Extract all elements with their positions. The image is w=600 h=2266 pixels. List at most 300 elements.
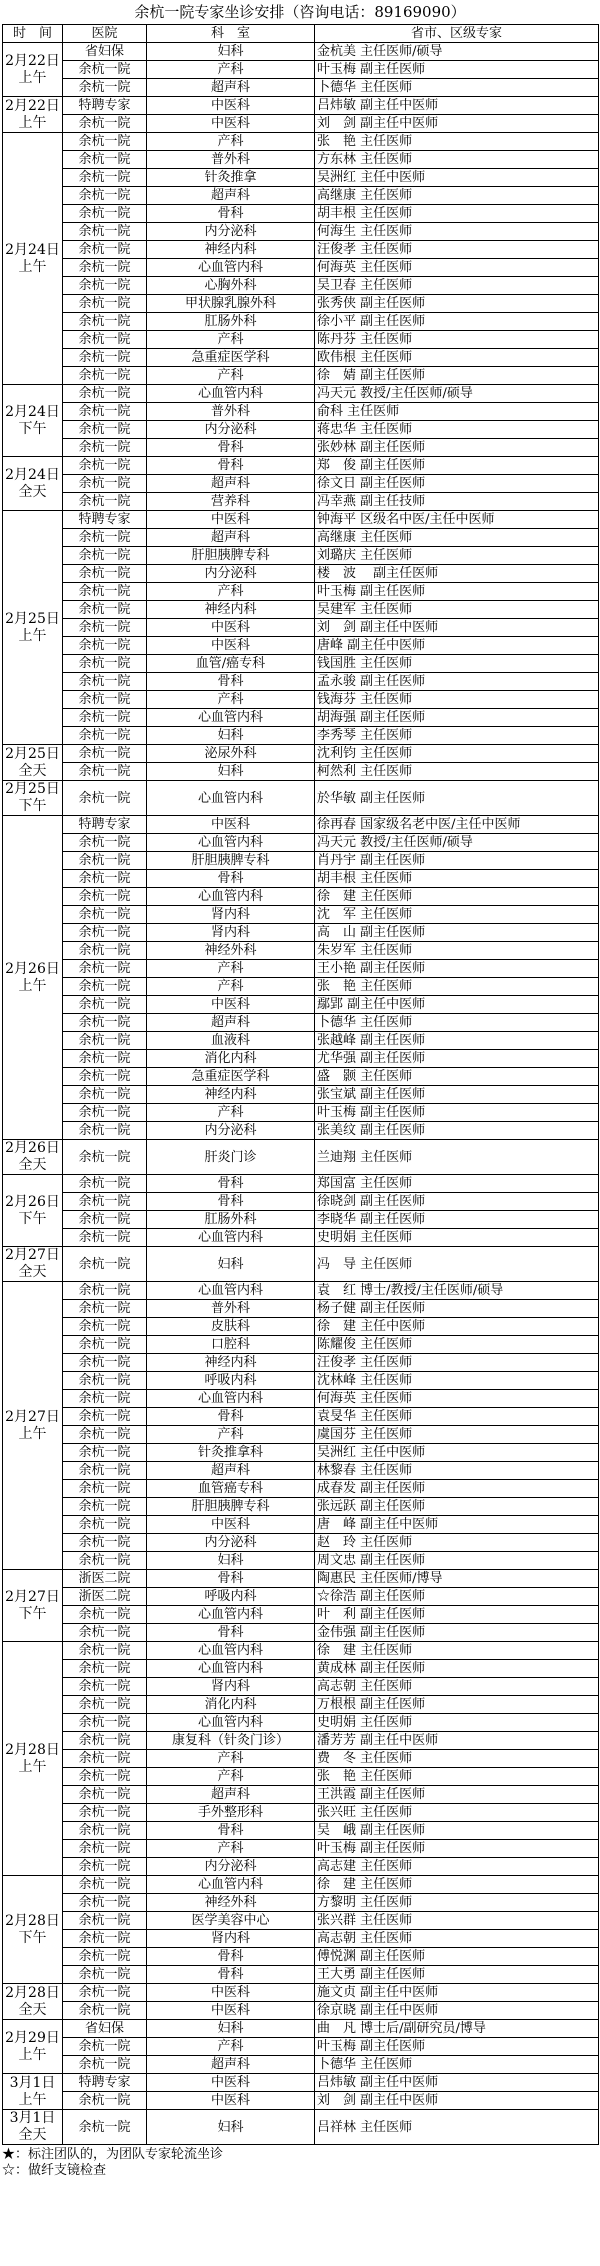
schedule-row xyxy=(3,61,599,79)
department-cell: 肛肠外科 xyxy=(147,1211,315,1229)
schedule-row xyxy=(3,331,599,349)
schedule-row xyxy=(3,1050,599,1068)
department-cell: 内分泌科 xyxy=(147,1858,315,1876)
hospital-cell: 余杭一院 xyxy=(63,1786,147,1804)
time-cell: 2月26日上午 xyxy=(3,816,63,1140)
hospital-cell: 余杭一院 xyxy=(63,1104,147,1122)
department-cell: 内分泌科 xyxy=(147,1534,315,1552)
department-cell: 产科 xyxy=(147,331,315,349)
schedule-row xyxy=(3,1498,599,1516)
department-cell: 心血管内科 xyxy=(147,1660,315,1678)
schedule-row xyxy=(3,1193,599,1211)
department-cell: 甲状腺乳腺外科 xyxy=(147,295,315,313)
hospital-cell: 余杭一院 xyxy=(63,1390,147,1408)
department-cell: 泌尿外科 xyxy=(147,745,315,763)
department-cell: 呼吸内科 xyxy=(147,1372,315,1390)
hospital-cell: 余杭一院 xyxy=(63,1372,147,1390)
expert-cell: 柯然利 主任医师 xyxy=(315,763,599,781)
schedule-row xyxy=(3,1786,599,1804)
time-cell: 2月25日全天 xyxy=(3,745,63,781)
schedule-row xyxy=(3,1984,599,2002)
hospital-cell: 余杭一院 xyxy=(63,1768,147,1786)
department-cell: 血液科 xyxy=(147,1032,315,1050)
department-cell: 心血管内科 xyxy=(147,1642,315,1660)
expert-cell: 高志建 主任医师 xyxy=(315,1858,599,1876)
hospital-cell: 省妇保 xyxy=(63,43,147,61)
expert-cell: 郑国富 主任医师 xyxy=(315,1175,599,1193)
schedule-row xyxy=(3,1354,599,1372)
expert-cell: 卜德华 主任医师 xyxy=(315,1014,599,1032)
schedule-row xyxy=(3,2110,599,2145)
schedule-row xyxy=(3,1840,599,1858)
note-team: ★：标注团队的，为团队专家轮流坐诊 xyxy=(2,2147,224,2162)
department-cell: 神经外科 xyxy=(147,1894,315,1912)
schedule-row xyxy=(3,1318,599,1336)
department-cell: 神经外科 xyxy=(147,942,315,960)
hospital-cell: 余杭一院 xyxy=(63,1660,147,1678)
expert-cell: 吕祥林 主任医师 xyxy=(315,2110,599,2145)
schedule-row xyxy=(3,1822,599,1840)
expert-cell: 冯天元 教授/主任医师/硕导 xyxy=(315,834,599,852)
department-cell: 心血管内科 xyxy=(147,1390,315,1408)
department-cell: 肾内科 xyxy=(147,906,315,924)
schedule-row xyxy=(3,1282,599,1300)
hospital-cell: 余杭一院 xyxy=(63,870,147,888)
hospital-cell: 余杭一院 xyxy=(63,259,147,277)
expert-cell: 於华敏 副主任医师 xyxy=(315,781,599,816)
schedule-row xyxy=(3,43,599,61)
expert-cell: 叶玉梅 副主任医师 xyxy=(315,61,599,79)
schedule-row xyxy=(3,781,599,816)
department-cell: 产科 xyxy=(147,367,315,385)
expert-cell: 吴 峨 副主任医师 xyxy=(315,1822,599,1840)
hospital-cell: 余杭一院 xyxy=(63,1606,147,1624)
schedule-row xyxy=(3,852,599,870)
hospital-cell: 余杭一院 xyxy=(63,1552,147,1570)
department-cell: 肾内科 xyxy=(147,924,315,942)
schedule-row xyxy=(3,1068,599,1086)
department-cell: 产科 xyxy=(147,583,315,601)
expert-cell: 傅悦渊 副主任医师 xyxy=(315,1948,599,1966)
department-cell: 内分泌科 xyxy=(147,565,315,583)
expert-cell: 朱岁军 主任医师 xyxy=(315,942,599,960)
department-cell: 中医科 xyxy=(147,115,315,133)
hospital-cell: 余杭一院 xyxy=(63,781,147,816)
page-title: 余杭一院专家坐诊安排（咨询电话：89169090） xyxy=(134,3,466,21)
schedule-row xyxy=(3,2092,599,2110)
department-cell: 针灸推拿科 xyxy=(147,1444,315,1462)
department-cell: 心胸外科 xyxy=(147,277,315,295)
hospital-cell: 余杭一院 xyxy=(63,133,147,151)
hospital-cell: 余杭一院 xyxy=(63,655,147,673)
department-cell: 普外科 xyxy=(147,151,315,169)
department-cell: 骨科 xyxy=(147,1948,315,1966)
department-cell: 产科 xyxy=(147,1750,315,1768)
schedule-row xyxy=(3,1390,599,1408)
department-cell: 产科 xyxy=(147,960,315,978)
schedule-row xyxy=(3,601,599,619)
schedule-row xyxy=(3,511,599,529)
department-cell: 医学美容中心 xyxy=(147,1912,315,1930)
schedule-row xyxy=(3,1714,599,1732)
hospital-cell: 余杭一院 xyxy=(63,978,147,996)
expert-cell: 欧伟根 主任医师 xyxy=(315,349,599,367)
schedule-row xyxy=(3,1140,599,1175)
hospital-cell: 余杭一院 xyxy=(63,1247,147,1282)
hospital-cell: 省妇保 xyxy=(63,2020,147,2038)
department-cell: 中医科 xyxy=(147,511,315,529)
department-cell: 中医科 xyxy=(147,1984,315,2002)
expert-cell: ☆徐浩 副主任医师 xyxy=(315,1588,599,1606)
hospital-cell: 余杭一院 xyxy=(63,1480,147,1498)
expert-cell: 张兴旺 主任医师 xyxy=(315,1804,599,1822)
expert-cell: 胡丰根 主任医师 xyxy=(315,205,599,223)
expert-cell: 钱海芬 主任医师 xyxy=(315,691,599,709)
expert-cell: 方黎明 主任医师 xyxy=(315,1894,599,1912)
hospital-cell: 余杭一院 xyxy=(63,583,147,601)
department-cell: 心血管内科 xyxy=(147,709,315,727)
schedule-row xyxy=(3,1624,599,1642)
expert-cell: 沈 军 主任医师 xyxy=(315,906,599,924)
hospital-cell: 余杭一院 xyxy=(63,1193,147,1211)
expert-cell: 金杭美 主任医师/硕导 xyxy=(315,43,599,61)
hospital-cell: 余杭一院 xyxy=(63,1840,147,1858)
schedule-row xyxy=(3,2020,599,2038)
expert-cell: 汪俊孝 主任医师 xyxy=(315,241,599,259)
department-cell: 中医科 xyxy=(147,816,315,834)
time-cell: 2月29日上午 xyxy=(3,2020,63,2074)
department-cell: 产科 xyxy=(147,1768,315,1786)
expert-cell: 刘璐庆 主任医师 xyxy=(315,547,599,565)
department-cell: 骨科 xyxy=(147,1408,315,1426)
hospital-cell: 余杭一院 xyxy=(63,960,147,978)
expert-cell: 徐晓剑 副主任医师 xyxy=(315,1193,599,1211)
time-cell: 2月26日全天 xyxy=(3,1140,63,1175)
hospital-cell: 余杭一院 xyxy=(63,1732,147,1750)
schedule-row xyxy=(3,1696,599,1714)
schedule-row xyxy=(3,169,599,187)
expert-cell: 张宝斌 副主任医师 xyxy=(315,1086,599,1104)
expert-cell: 张美纹 副主任医师 xyxy=(315,1122,599,1140)
expert-cell: 张远跃 副主任医师 xyxy=(315,1498,599,1516)
schedule-row xyxy=(3,475,599,493)
expert-cell: 吴洲红 主任中医师 xyxy=(315,169,599,187)
hospital-cell: 余杭一院 xyxy=(63,439,147,457)
department-cell: 心血管内科 xyxy=(147,1229,315,1247)
schedule-row xyxy=(3,97,599,115)
hospital-cell: 余杭一院 xyxy=(63,727,147,745)
schedule-row xyxy=(3,816,599,834)
expert-cell: 王洪霞 副主任医师 xyxy=(315,1786,599,1804)
expert-cell: 唐峰 副主任中医师 xyxy=(315,637,599,655)
schedule-row xyxy=(3,1912,599,1930)
hospital-cell: 特聘专家 xyxy=(63,816,147,834)
department-cell: 妇科 xyxy=(147,2020,315,2038)
time-cell: 2月26日下午 xyxy=(3,1175,63,1247)
department-cell: 内分泌科 xyxy=(147,1122,315,1140)
department-cell: 超声科 xyxy=(147,1786,315,1804)
hospital-cell: 余杭一院 xyxy=(63,241,147,259)
hospital-cell: 余杭一院 xyxy=(63,637,147,655)
department-cell: 骨科 xyxy=(147,1193,315,1211)
schedule-row xyxy=(3,1858,599,1876)
schedule-row xyxy=(3,1086,599,1104)
schedule-row xyxy=(3,223,599,241)
expert-cell: 叶玉梅 副主任医师 xyxy=(315,2038,599,2056)
schedule-row xyxy=(3,403,599,421)
hospital-cell: 余杭一院 xyxy=(63,1300,147,1318)
expert-cell: 高 山 副主任医师 xyxy=(315,924,599,942)
department-cell: 产科 xyxy=(147,2038,315,2056)
department-cell: 神经内科 xyxy=(147,1354,315,1372)
hospital-cell: 余杭一院 xyxy=(63,565,147,583)
expert-cell: 虞国芬 主任医师 xyxy=(315,1426,599,1444)
schedule-row xyxy=(3,745,599,763)
expert-cell: 曲 凡 博士后/副研究员/博导 xyxy=(315,2020,599,2038)
expert-cell: 徐再春 国家级名老中医/主任中医师 xyxy=(315,816,599,834)
hospital-cell: 余杭一院 xyxy=(63,1408,147,1426)
schedule-row xyxy=(3,1966,599,1984)
expert-cell: 俞科 主任医师 xyxy=(315,403,599,421)
schedule-row xyxy=(3,1444,599,1462)
expert-cell: 吴洲红 主任中医师 xyxy=(315,1444,599,1462)
expert-cell: 李晓华 副主任医师 xyxy=(315,1211,599,1229)
hospital-cell: 余杭一院 xyxy=(63,79,147,97)
hospital-cell: 特聘专家 xyxy=(63,511,147,529)
hospital-cell: 余杭一院 xyxy=(63,169,147,187)
expert-cell: 徐 建 主任医师 xyxy=(315,888,599,906)
hospital-cell: 余杭一院 xyxy=(63,1750,147,1768)
department-cell: 康复科（针灸门诊） xyxy=(147,1732,315,1750)
expert-cell: 李秀琴 主任医师 xyxy=(315,727,599,745)
hospital-cell: 余杭一院 xyxy=(63,1858,147,1876)
header-row xyxy=(3,25,599,43)
department-cell: 心血管内科 xyxy=(147,385,315,403)
schedule-row xyxy=(3,727,599,745)
department-cell: 普外科 xyxy=(147,403,315,421)
department-cell: 中医科 xyxy=(147,619,315,637)
expert-cell: 肖丹宇 副主任医师 xyxy=(315,852,599,870)
hospital-cell: 余杭一院 xyxy=(63,1282,147,1300)
schedule-row xyxy=(3,1768,599,1786)
expert-cell: 沈利钧 主任医师 xyxy=(315,745,599,763)
department-cell: 内分泌科 xyxy=(147,421,315,439)
hospital-cell: 余杭一院 xyxy=(63,1354,147,1372)
expert-cell: 卜德华 主任医师 xyxy=(315,79,599,97)
department-cell: 中医科 xyxy=(147,1516,315,1534)
time-cell: 3月1日上午 xyxy=(3,2074,63,2110)
department-cell: 中医科 xyxy=(147,97,315,115)
department-cell: 中医科 xyxy=(147,637,315,655)
hospital-cell: 余杭一院 xyxy=(63,349,147,367)
department-cell: 超声科 xyxy=(147,529,315,547)
hospital-cell: 余杭一院 xyxy=(63,2110,147,2145)
schedule-row xyxy=(3,2074,599,2092)
expert-cell: 蒋忠华 主任医师 xyxy=(315,421,599,439)
time-cell: 2月28日上午 xyxy=(3,1642,63,1876)
department-cell: 产科 xyxy=(147,61,315,79)
expert-cell: 刘 剑 副主任中医师 xyxy=(315,619,599,637)
hospital-cell: 余杭一院 xyxy=(63,1426,147,1444)
expert-cell: 徐 建 主任医师 xyxy=(315,1876,599,1894)
department-cell: 心血管内科 xyxy=(147,1606,315,1624)
schedule-row xyxy=(3,583,599,601)
expert-cell: 刘 剑 副主任中医师 xyxy=(315,115,599,133)
hospital-cell: 余杭一院 xyxy=(63,529,147,547)
department-cell: 骨科 xyxy=(147,205,315,223)
header-hospital: 医院 xyxy=(63,25,147,43)
hospital-cell: 余杭一院 xyxy=(63,1912,147,1930)
time-cell: 2月28日下午 xyxy=(3,1876,63,1984)
hospital-cell: 余杭一院 xyxy=(63,1930,147,1948)
schedule-row xyxy=(3,1175,599,1193)
department-cell: 肾内科 xyxy=(147,1678,315,1696)
expert-cell: 叶玉梅 副主任医师 xyxy=(315,1104,599,1122)
department-cell: 产科 xyxy=(147,691,315,709)
schedule-row xyxy=(3,1732,599,1750)
department-cell: 中医科 xyxy=(147,2074,315,2092)
department-cell: 血管/癌专科 xyxy=(147,655,315,673)
schedule-row xyxy=(3,1372,599,1390)
hospital-cell: 余杭一院 xyxy=(63,115,147,133)
hospital-cell: 余杭一院 xyxy=(63,547,147,565)
hospital-cell: 余杭一院 xyxy=(63,709,147,727)
schedule-row xyxy=(3,1930,599,1948)
department-cell: 骨科 xyxy=(147,1570,315,1588)
schedule-row xyxy=(3,906,599,924)
hospital-cell: 余杭一院 xyxy=(63,1175,147,1193)
expert-cell: 方东林 主任医师 xyxy=(315,151,599,169)
schedule-row xyxy=(3,1408,599,1426)
expert-cell: 潘芳芳 副主任中医师 xyxy=(315,1732,599,1750)
expert-cell: 冯 导 主任医师 xyxy=(315,1247,599,1282)
hospital-cell: 余杭一院 xyxy=(63,1966,147,1984)
department-cell: 骨科 xyxy=(147,1822,315,1840)
department-cell: 中医科 xyxy=(147,2002,315,2020)
hospital-cell: 余杭一院 xyxy=(63,493,147,511)
department-cell: 骨科 xyxy=(147,870,315,888)
department-cell: 骨科 xyxy=(147,1175,315,1193)
expert-cell: 陈丹芬 主任医师 xyxy=(315,331,599,349)
hospital-cell: 余杭一院 xyxy=(63,1876,147,1894)
schedule-row xyxy=(3,1534,599,1552)
department-cell: 营养科 xyxy=(147,493,315,511)
expert-cell: 金伟强 副主任医师 xyxy=(315,1624,599,1642)
department-cell: 肛肠外科 xyxy=(147,313,315,331)
hospital-cell: 余杭一院 xyxy=(63,1498,147,1516)
department-cell: 心血管内科 xyxy=(147,834,315,852)
department-cell: 骨科 xyxy=(147,1966,315,1984)
hospital-cell: 余杭一院 xyxy=(63,313,147,331)
department-cell: 妇科 xyxy=(147,763,315,781)
schedule-row xyxy=(3,79,599,97)
schedule-row xyxy=(3,888,599,906)
expert-cell: 赵 玲 主任医师 xyxy=(315,1534,599,1552)
expert-cell: 叶 利 副主任医师 xyxy=(315,1606,599,1624)
header-time: 时 间 xyxy=(3,25,63,43)
schedule-row xyxy=(3,1300,599,1318)
schedule-row xyxy=(3,1516,599,1534)
expert-cell: 胡海强 副主任医师 xyxy=(315,709,599,727)
schedule-row xyxy=(3,942,599,960)
time-cell: 2月22日上午 xyxy=(3,97,63,133)
expert-cell: 成春发 副主任医师 xyxy=(315,1480,599,1498)
hospital-cell: 余杭一院 xyxy=(63,888,147,906)
hospital-cell: 余杭一院 xyxy=(63,1984,147,2002)
hospital-cell: 余杭一院 xyxy=(63,745,147,763)
hospital-cell: 余杭一院 xyxy=(63,924,147,942)
expert-cell: 张兴群 主任医师 xyxy=(315,1912,599,1930)
expert-cell: 王小艳 副主任医师 xyxy=(315,960,599,978)
department-cell: 中医科 xyxy=(147,996,315,1014)
hospital-cell: 余杭一院 xyxy=(63,691,147,709)
schedule-row xyxy=(3,960,599,978)
schedule-row xyxy=(3,1660,599,1678)
hospital-cell: 余杭一院 xyxy=(63,1678,147,1696)
hospital-cell: 余杭一院 xyxy=(63,1822,147,1840)
hospital-cell: 余杭一院 xyxy=(63,1068,147,1086)
hospital-cell: 余杭一院 xyxy=(63,421,147,439)
expert-cell: 高志朝 主任医师 xyxy=(315,1930,599,1948)
department-cell: 骨科 xyxy=(147,457,315,475)
expert-cell: 汪俊孝 主任医师 xyxy=(315,1354,599,1372)
expert-cell: 冯幸燕 副主任技师 xyxy=(315,493,599,511)
expert-cell: 叶玉梅 副主任医师 xyxy=(315,583,599,601)
schedule-row xyxy=(3,259,599,277)
department-cell: 肝炎门诊 xyxy=(147,1140,315,1175)
expert-cell: 徐 婧 副主任医师 xyxy=(315,367,599,385)
department-cell: 内分泌科 xyxy=(147,223,315,241)
hospital-cell: 余杭一院 xyxy=(63,1122,147,1140)
expert-cell: 史明娟 主任医师 xyxy=(315,1229,599,1247)
hospital-cell: 余杭一院 xyxy=(63,187,147,205)
schedule-row xyxy=(3,565,599,583)
schedule-row xyxy=(3,1247,599,1282)
department-cell: 超声科 xyxy=(147,1462,315,1480)
schedule-row xyxy=(3,1570,599,1588)
time-cell: 2月25日下午 xyxy=(3,781,63,816)
department-cell: 肝胆胰脾专科 xyxy=(147,852,315,870)
expert-cell: 张越峰 副主任医师 xyxy=(315,1032,599,1050)
schedule-row xyxy=(3,2038,599,2056)
expert-cell: 钱国胜 主任医师 xyxy=(315,655,599,673)
hospital-cell: 余杭一院 xyxy=(63,2038,147,2056)
expert-cell: 徐文日 副主任医师 xyxy=(315,475,599,493)
schedule-row xyxy=(3,349,599,367)
expert-cell: 何海英 主任医师 xyxy=(315,259,599,277)
department-cell: 超声科 xyxy=(147,79,315,97)
expert-cell: 高志朝 主任医师 xyxy=(315,1678,599,1696)
schedule-row xyxy=(3,115,599,133)
hospital-cell: 余杭一院 xyxy=(63,1229,147,1247)
hospital-cell: 余杭一院 xyxy=(63,1642,147,1660)
expert-cell: 周文忠 副主任医师 xyxy=(315,1552,599,1570)
department-cell: 产科 xyxy=(147,1104,315,1122)
department-cell: 心血管内科 xyxy=(147,1714,315,1732)
schedule-row xyxy=(3,1336,599,1354)
hospital-cell: 浙医二院 xyxy=(63,1570,147,1588)
department-cell: 心血管内科 xyxy=(147,1282,315,1300)
schedule-row xyxy=(3,1014,599,1032)
schedule-row xyxy=(3,763,599,781)
schedule-row xyxy=(3,619,599,637)
schedule-row xyxy=(3,187,599,205)
expert-cell: 袁旻华 主任医师 xyxy=(315,1408,599,1426)
hospital-cell: 余杭一院 xyxy=(63,2092,147,2110)
department-cell: 心血管内科 xyxy=(147,1876,315,1894)
schedule-row xyxy=(3,834,599,852)
hospital-cell: 余杭一院 xyxy=(63,1336,147,1354)
